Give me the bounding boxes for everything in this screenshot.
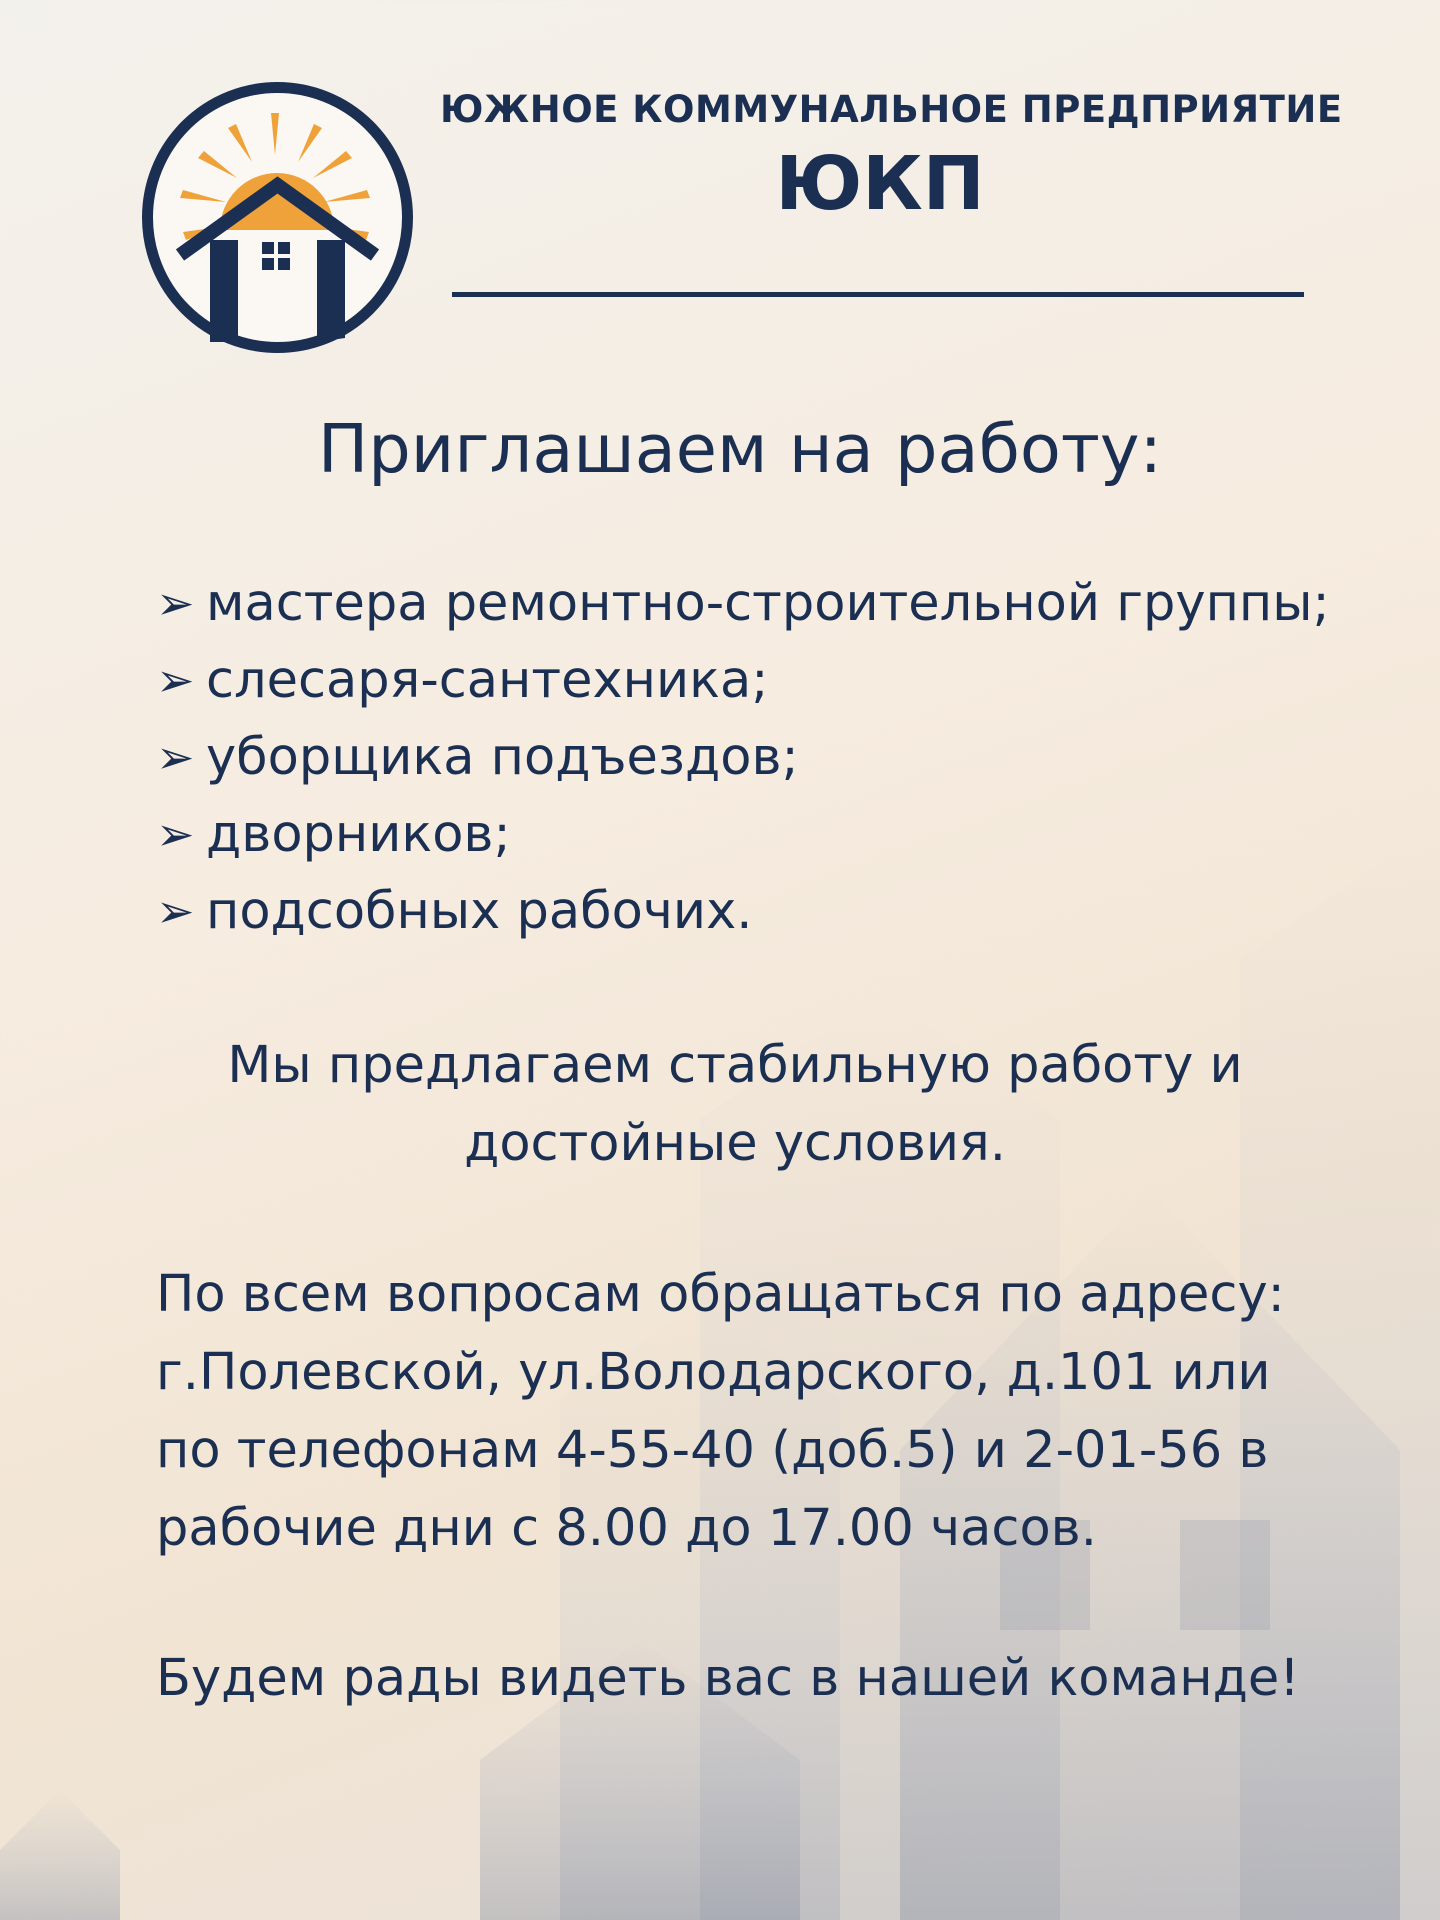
address-street: ул.Володарского, (518, 1343, 991, 1402)
contacts-word: всем (241, 1265, 370, 1324)
list-item (156, 796, 1336, 873)
header (440, 88, 1343, 227)
vacancy-text: подсобных рабочих. (206, 882, 753, 941)
vacancy-text: дворников; (206, 805, 511, 864)
organization-name: ЮЖНОЕ КОММУНАЛЬНОЕ ПРЕДПРИЯТИЕ (440, 88, 1343, 131)
contacts-word: обращаться (658, 1265, 983, 1324)
contacts-word: адресу: (1079, 1265, 1285, 1324)
list-item (156, 642, 1336, 719)
contacts-word: телефонам (236, 1421, 540, 1480)
phone-number: 4-55-40 (555, 1421, 755, 1480)
contacts-word: и (973, 1421, 1007, 1480)
contacts-word: По (156, 1265, 226, 1324)
arrowhead-bullet-icon: ➢ (156, 884, 195, 938)
address-city: г.Полевской, (156, 1343, 502, 1402)
contacts-word: вопросам (385, 1265, 642, 1324)
contacts-word: по (156, 1421, 221, 1480)
header-divider (452, 292, 1304, 297)
contacts-word: или (1171, 1343, 1271, 1402)
vacancy-list (156, 565, 1336, 950)
arrowhead-bullet-icon: ➢ (156, 653, 195, 707)
offer-line: достойные условия. (464, 1114, 1006, 1173)
phone-extension: (доб.5) (771, 1421, 958, 1480)
list-item (156, 873, 1336, 950)
arrowhead-bullet-icon: ➢ (156, 576, 195, 630)
organization-abbreviation: ЮКП (775, 141, 985, 227)
vacancy-text: слесаря-сантехника; (206, 651, 769, 710)
phone-line (156, 1412, 1328, 1490)
vacancy-text: уборщика подъездов; (206, 728, 799, 787)
arrowhead-bullet-icon: ➢ (156, 730, 195, 784)
phone-number: 2-01-56 (1023, 1421, 1223, 1480)
house-silhouette (0, 1790, 120, 1920)
offer-line: Мы предлагаем стабильную работу и (227, 1036, 1243, 1095)
arrowhead-bullet-icon: ➢ (156, 807, 195, 861)
contacts-word: в (1238, 1421, 1269, 1480)
offer-paragraph (0, 1027, 1440, 1183)
closing-text: Будем рады видеть вас в нашей команде! (156, 1649, 1300, 1708)
list-item (156, 565, 1336, 642)
sun-house-logo-icon (140, 80, 415, 355)
company-logo (140, 80, 415, 355)
contacts-word: по (998, 1265, 1063, 1324)
address-house: д.101 (1006, 1343, 1156, 1402)
vacancy-text: мастера ремонтно-строительной группы; (206, 574, 1330, 633)
address-line (156, 1334, 1328, 1412)
list-item (156, 719, 1336, 796)
contacts-paragraph (156, 1256, 1328, 1568)
contacts-line (156, 1256, 1328, 1334)
working-hours-line: рабочие дни с 8.00 до 17.00 часов. (156, 1499, 1097, 1558)
page-title: Приглашаем на работу: (317, 410, 1163, 488)
